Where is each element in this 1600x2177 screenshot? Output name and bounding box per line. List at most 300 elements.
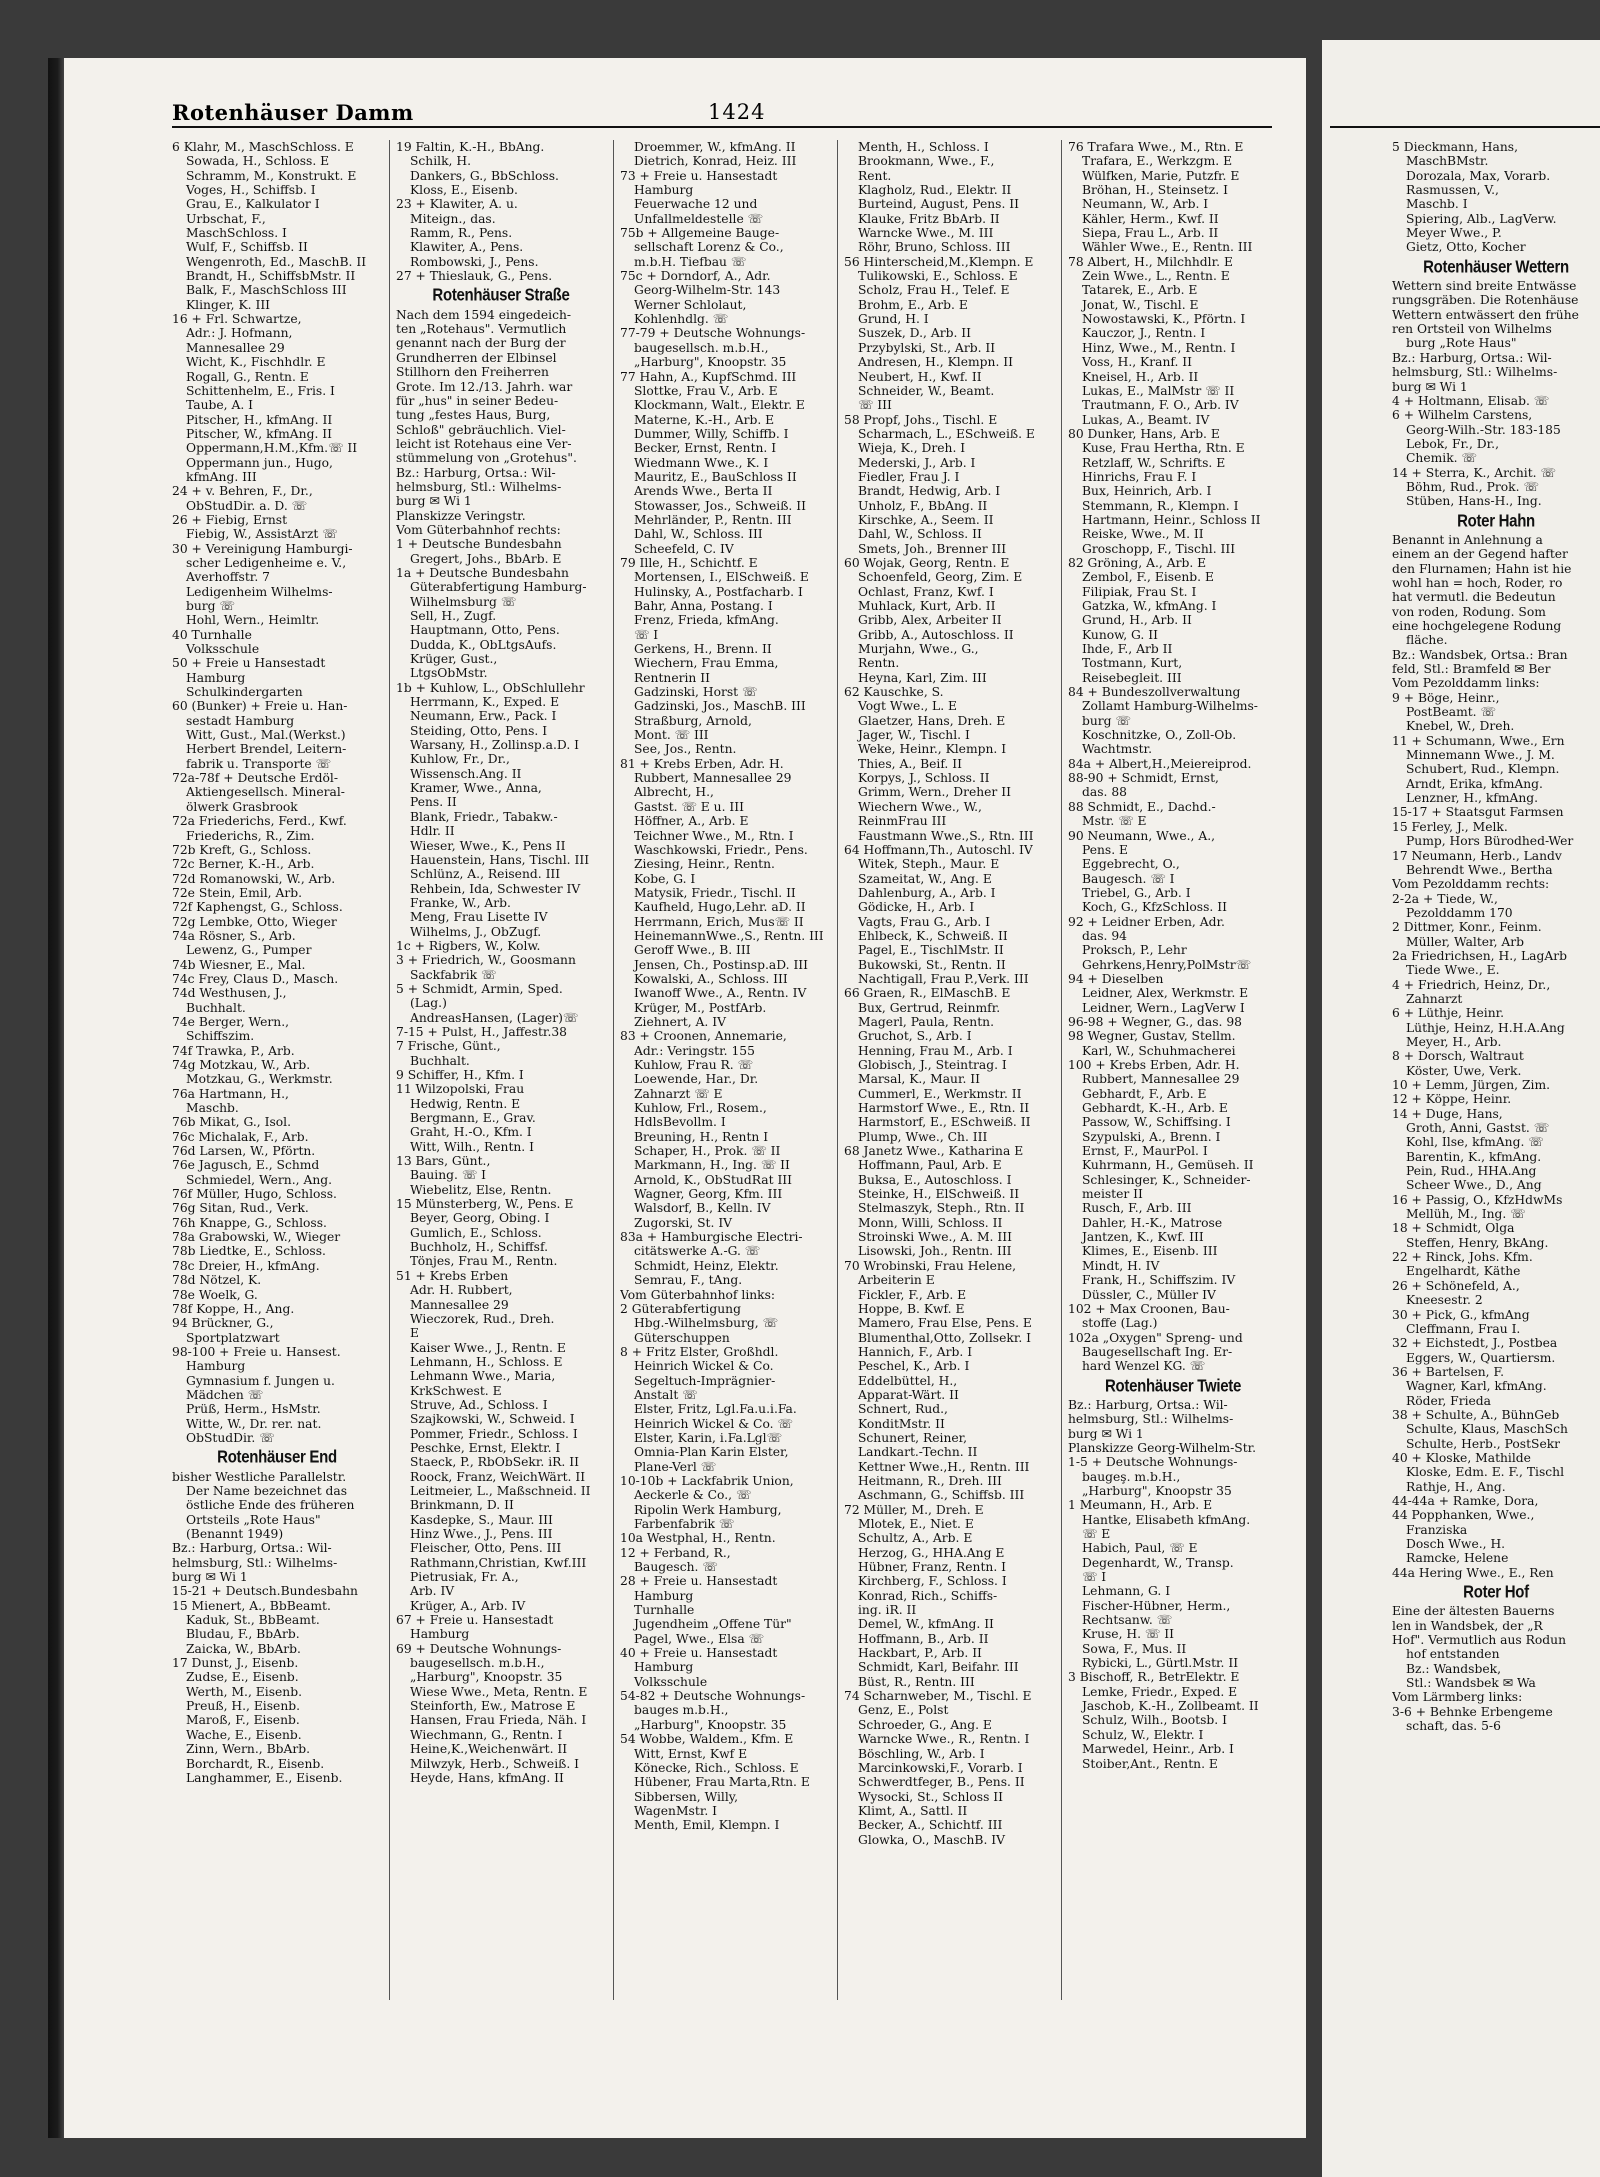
directory-entry: 58 Propf, Johs., Tischl. E xyxy=(844,412,998,427)
directory-entry: Krüger, M., PostfArb. xyxy=(634,1000,767,1015)
directory-entry: Nachtigall, Frau P.,Verk. III xyxy=(858,971,1029,986)
directory-entry: Elster, Karin, i.Fa.Lgl☏ xyxy=(634,1430,782,1445)
directory-entry: 6 + Wilhelm Carstens, xyxy=(1392,408,1533,423)
directory-entry: 74d Westhusen, J., xyxy=(172,986,287,1001)
directory-entry: Bröhan, H., Steinsetz. I xyxy=(1082,183,1228,198)
directory-entry: Bukowski, St., Rentn. II xyxy=(858,957,1006,972)
directory-entry: Pezolddamm 170 xyxy=(1406,905,1513,920)
directory-entry: Lukas, E., MalMstr ☏ II xyxy=(1082,383,1235,398)
directory-entry: Georg-Wilhelm-Str. 143 xyxy=(634,283,781,298)
directory-entry: 17 Dunst, J., Eisenb. xyxy=(172,1656,299,1671)
directory-entry: Meyer, H., Arb. xyxy=(1406,1034,1502,1049)
directory-entry: Kneesestr. 2 xyxy=(1406,1293,1483,1308)
directory-entry: 11 + Schumann, Wwe., Ern xyxy=(1392,733,1565,748)
directory-entry: Pagel, Wwe., Elsa ☏ xyxy=(634,1631,764,1646)
directory-entry: Stillhorn den Freiherren xyxy=(396,365,549,380)
directory-entry: m.b.H. Tiefbau ☏ xyxy=(634,254,747,269)
directory-entry: ölwerk Grasbrook xyxy=(186,799,298,814)
directory-entry: Bz.: Harburg, Ortsa.: Wil- xyxy=(1392,350,1552,365)
directory-entry: 1 + Deutsche Bundesbahn xyxy=(396,537,562,552)
directory-entry: Gebhardt, K.-H., Arb. E xyxy=(1082,1101,1228,1116)
directory-entry: Groth, Anni, Gastst. ☏ xyxy=(1406,1121,1550,1136)
directory-entry: Buchhalt. xyxy=(186,1000,246,1015)
directory-entry: Vom Güterbahnhof rechts: xyxy=(396,522,561,537)
directory-entry: Oppermann,H.M.,Kfm.☏ II xyxy=(186,441,358,456)
directory-entry: Zahnarzt xyxy=(1406,991,1463,1006)
directory-entry: Kruse, H. ☏ II xyxy=(1082,1627,1174,1642)
directory-entry: Lehmann, G. I xyxy=(1082,1584,1171,1599)
directory-entry: Wissensch.Ang. II xyxy=(410,766,522,781)
directory-entry: ObStudDir. ☏ xyxy=(186,1430,275,1445)
directory-entry: Kneisel, H., Arb. II xyxy=(1082,369,1199,384)
directory-entry: Kauczor, J., Rentn. I xyxy=(1082,326,1206,341)
directory-entry: Thies, A., Beif. II xyxy=(858,756,962,771)
directory-entry: Warncke Wwe., M. III xyxy=(858,226,994,241)
directory-entry: Kohl, Ilse, kfmAng. ☏ xyxy=(1406,1135,1544,1150)
directory-entry: 44a Hering Wwe., E., Ren xyxy=(1392,1565,1554,1580)
directory-entry: Pommer, Friedr., Schloss. I xyxy=(410,1426,578,1441)
directory-entry: Köster, Uwe, Verk. xyxy=(1406,1063,1522,1078)
directory-entry: burg ☏ xyxy=(186,599,235,613)
directory-entry: Rybicki, L., Gürtl.Mstr. II xyxy=(1082,1656,1239,1671)
directory-entry: Stelmaszyk, Steph., Rtn. II xyxy=(858,1201,1025,1216)
directory-entry: meister II xyxy=(1082,1187,1143,1202)
directory-entry: Röhr, Bruno, Schloss. III xyxy=(858,240,1011,255)
directory-entry: Buchhalt. xyxy=(410,1053,470,1068)
directory-entry: Hamburg xyxy=(186,670,246,685)
directory-entry: leicht ist Rotehaus eine Ver- xyxy=(396,436,572,451)
directory-entry: Rathje, H., Ang. xyxy=(1406,1479,1506,1494)
directory-entry: Brookmann, Wwe., F., xyxy=(858,154,995,169)
directory-entry: Graht, H.-O., Kfm. I xyxy=(410,1125,532,1140)
directory-entry: burg ✉ Wi 1 xyxy=(172,1570,248,1585)
directory-entry: Könecke, Rich., Schloss. E xyxy=(634,1760,799,1775)
directory-entry: Harmstorf, E., ESchweiß. II xyxy=(858,1115,1031,1130)
directory-entry: Wülfken, Marie, Putzfr. E xyxy=(1082,168,1240,183)
directory-entry: 16 + Frl. Schwartze, xyxy=(172,312,302,327)
directory-entry: sestadt Hamburg xyxy=(186,713,295,728)
directory-entry: Böschling, W., Arb. I xyxy=(858,1746,985,1761)
directory-entry: Pens. E xyxy=(1082,842,1129,857)
directory-entry: Milwzyk, Herb., Schweiß. I xyxy=(410,1756,580,1771)
directory-entry: Zollamt Hamburg-Wilhelms- xyxy=(1082,699,1258,714)
directory-entry: Dankers, G., BbSchloss. xyxy=(410,168,559,183)
directory-entry: Wieja, K., Dreh. I xyxy=(858,441,966,456)
directory-entry: „Harburg", Knoopstr. 35 xyxy=(410,1670,563,1685)
directory-entry: Ripolin Werk Hamburg, xyxy=(634,1502,782,1517)
directory-entry: Vom Güterbahnhof links: xyxy=(620,1287,776,1302)
directory-entry: Cleffmann, Frau I. xyxy=(1406,1321,1521,1336)
directory-entry: Schilk, H. xyxy=(410,154,471,169)
directory-entry: 78f Koppe, H., Ang. xyxy=(172,1301,295,1316)
directory-entry: Gebhardt, F., Arb. E xyxy=(1082,1086,1207,1101)
directory-entry: Heyde, Hans, kfmAng. II xyxy=(410,1770,564,1785)
directory-entry: Hbg.-Wilhelmsburg, ☏ xyxy=(634,1316,778,1331)
directory-entry: Klockmann, Walt., Elektr. E xyxy=(634,398,805,413)
directory-entry: Unfallmeldestelle ☏ xyxy=(634,211,764,226)
directory-entry: Muhlack, Kurt, Arb. II xyxy=(858,599,996,613)
directory-entry: Korpys, J., Schloss. II xyxy=(858,771,990,786)
directory-entry: Sowada, H., Schloss. E xyxy=(186,154,330,169)
directory-entry: Planskizze Georg-Wilhelm-Str. xyxy=(1068,1440,1257,1455)
directory-entry: Rentnerin II xyxy=(634,670,710,685)
directory-entry: Sell, H., Zugf. xyxy=(410,609,497,623)
directory-entry: Schulz, Wilh., Bootsb. I xyxy=(1082,1713,1227,1728)
directory-entry: Lewenz, G., Pumper xyxy=(186,943,312,958)
directory-entry: 64 Hoffmann,Th., Autoschl. IV xyxy=(844,842,1033,857)
directory-entry: Scholz, Frau H., Telef. E xyxy=(858,283,1010,298)
directory-entry: 60 (Bunker) + Freie u. Han- xyxy=(172,699,348,714)
directory-entry: Ramcke, Helene xyxy=(1406,1551,1509,1566)
directory-entry: Bergmann, E., Grav. xyxy=(410,1111,536,1126)
directory-entry: Apparat-Wärt. II xyxy=(858,1387,959,1402)
directory-entry: Behrendt Wwe., Bertha xyxy=(1406,862,1553,877)
directory-entry: MaschBMstr. xyxy=(1406,154,1489,169)
directory-entry: Barentin, K., kfmAng. xyxy=(1406,1149,1542,1164)
directory-entry: Planskizze Veringstr. xyxy=(396,508,526,523)
directory-entry: Kirschke, A., Seem. II xyxy=(858,512,994,527)
directory-entry: KonditMstr. II xyxy=(858,1416,945,1431)
directory-entry: Meng, Frau Lisette IV xyxy=(410,910,548,925)
directory-entry: 81 + Krebs Erben, Adr. H. xyxy=(620,756,784,771)
directory-entry: Adr.: J. Hofmann, xyxy=(186,326,293,341)
directory-entry: AndreasHansen, (Lager)☏ xyxy=(410,1010,579,1025)
directory-entry: Arbeiterin E xyxy=(858,1273,935,1288)
directory-entry: 75b + Allgemeine Bauge- xyxy=(620,226,780,241)
directory-entry: Hulinsky, A., Postfacharb. I xyxy=(634,584,803,599)
directory-entry: Habich, Paul, ☏ E xyxy=(1082,1541,1198,1556)
next-page-column xyxy=(1392,140,1600,1733)
directory-entry: Becker, A., Schichtf. III xyxy=(858,1818,1003,1833)
directory-entry: Murjahn, Wwe., G., xyxy=(858,642,979,657)
directory-entry: Rubbert, Mannesallee 29 xyxy=(634,771,792,786)
directory-entry: Steiding, Otto, Pens. I xyxy=(410,723,548,738)
directory-entry: Herrmann, K., Exped. E xyxy=(410,695,560,710)
directory-entry: Wicht, K., Fischhdlr. E xyxy=(186,355,326,370)
directory-entry: einem an der Gegend hafter xyxy=(1392,547,1568,562)
directory-entry: Güterabfertigung Hamburg- xyxy=(410,580,587,595)
directory-entry: 74b Wiesner, E., Mal. xyxy=(172,957,306,972)
directory-entry: Schiffszim. xyxy=(186,1029,255,1044)
directory-entry: Röder, Frieda xyxy=(1406,1393,1491,1408)
directory-entry: Scheefeld, C. IV xyxy=(634,541,734,556)
directory-entry: Gymnasium f. Jungen u. xyxy=(186,1373,335,1388)
directory-entry: 27 + Thieslauk, G., Pens. xyxy=(396,269,553,284)
directory-entry: Zinn, Wern., BbArb. xyxy=(186,1742,311,1757)
directory-entry: Mehrländer, P., Rentn. III xyxy=(634,512,792,527)
directory-entry: 2 Dittmer, Konr., Feinm. xyxy=(1392,920,1542,935)
directory-entry: 82 Gröning, A., Arb. E xyxy=(1068,555,1207,570)
directory-entry: 79 Ille, H., Schichtf. E xyxy=(620,555,758,570)
directory-entry: Wilhelms, J., ObZugf. xyxy=(410,924,542,939)
directory-entry: Szypulski, A., Brenn. I xyxy=(1082,1129,1221,1144)
directory-entry: Kaiser Wwe., J., Rentn. E xyxy=(410,1340,566,1355)
directory-entry: Bux, Gertrud, Reinmfr. xyxy=(858,1000,1001,1015)
directory-entry: PostBeamt. ☏ xyxy=(1406,705,1496,720)
directory-entry: Pein, Rud., HHA.Ang xyxy=(1406,1164,1537,1179)
directory-entry: Adr. H. Rubbert, xyxy=(410,1283,513,1298)
directory-entry: 10a Westphal, H., Rentn. xyxy=(620,1531,776,1546)
directory-entry: Przybylski, St., Arb. II xyxy=(858,340,996,355)
directory-entry: Wähler Wwe., E., Rentn. III xyxy=(1082,240,1253,255)
directory-entry: Jonat, W., Tischl. E xyxy=(1082,297,1199,312)
directory-entry: Gruchot, S., Arb. I xyxy=(858,1029,972,1044)
directory-entry: Arends Wwe., Berta II xyxy=(634,484,773,499)
directory-entry: Groschopp, F., Tischl. III xyxy=(1082,541,1236,556)
directory-entry: helmsburg, Stl.: Wilhelms- xyxy=(1392,365,1558,380)
directory-entry: Rathmann,Christian, Kwf.III xyxy=(410,1555,587,1570)
directory-entry: Andresen, H., Klempn. II xyxy=(858,355,1013,370)
directory-entry: 102a „Oxygen" Spreng- und xyxy=(1068,1330,1243,1345)
directory-entry: Düssler, C., Müller IV xyxy=(1082,1287,1216,1302)
directory-entry: 72b Kreft, G., Schloss. xyxy=(172,842,312,857)
directory-entry: Schmidt, Heinz, Elektr. xyxy=(634,1258,779,1273)
page-spine-shadow xyxy=(48,58,64,2138)
directory-entry: 78d Nötzel, K. xyxy=(172,1273,262,1288)
directory-entry: Friederichs, R., Zim. xyxy=(186,828,315,843)
directory-entry: Pietrusiak, Fr. A., xyxy=(410,1570,519,1585)
directory-entry: 72d Romanowski, W., Arb. xyxy=(172,871,336,886)
directory-entry: (Benannt 1949) xyxy=(186,1527,284,1541)
directory-entry: ing. iR. II xyxy=(858,1603,917,1618)
page-number: 1424 xyxy=(708,100,766,124)
directory-entry: Mellüh, M., Ing. ☏ xyxy=(1406,1207,1526,1222)
directory-entry: Marcinkowski,F., Vorarb. I xyxy=(858,1760,1023,1775)
directory-entry: burg ✉ Wi 1 xyxy=(1392,379,1468,394)
directory-entry: 13 Bars, Günt., xyxy=(396,1154,491,1169)
directory-entry: Lehmann Wwe., Maria, xyxy=(410,1369,556,1384)
directory-entry: Georg-Wilh.-Str. 183-185 xyxy=(1406,422,1561,437)
directory-entry: 78a Grabowski, W., Wieger xyxy=(172,1230,341,1245)
directory-entry: Wiedmann Wwe., K. I xyxy=(634,455,769,470)
column-divider xyxy=(613,140,614,2000)
directory-entry: Rehbein, Ida, Schwester IV xyxy=(410,881,581,896)
directory-entry: helmsburg, Stl.: Wilhelms- xyxy=(1068,1412,1234,1427)
directory-entry: Marsal, K., Maur. II xyxy=(858,1072,981,1087)
directory-entry: Krüger, A., Arb. IV xyxy=(410,1598,526,1613)
directory-entry: 102 + Max Croonen, Bau- xyxy=(1068,1301,1230,1316)
directory-entry: 72a-78f + Deutsche Erdöl- xyxy=(172,771,338,786)
directory-entry: Fiebig, W., AssistArzt ☏ xyxy=(186,527,338,542)
directory-entry: Voges, H., Schiffsb. I xyxy=(186,183,316,198)
directory-entry: Lebok, Fr., Dr., xyxy=(1406,436,1499,451)
directory-entry: Sackfabrik ☏ xyxy=(410,967,497,982)
directory-entry: 2 Güterabfertigung xyxy=(620,1301,741,1316)
directory-entry: Hof". Vermutlich aus Rodun xyxy=(1392,1633,1567,1648)
directory-entry: 60 Wojak, Georg, Rentn. E xyxy=(844,555,1010,570)
directory-entry: Dummer, Willy, Schiffb. I xyxy=(634,426,789,441)
directory-entry: ☏ I xyxy=(634,627,659,642)
directory-entry: 12 + Köppe, Heinr. xyxy=(1392,1092,1512,1107)
directory-entry: 3 + Friedrich, W., Goosmann xyxy=(396,953,576,968)
directory-entry: Albrecht, H., xyxy=(634,785,714,800)
directory-entry: Ziesing, Heinr., Rentn. xyxy=(634,857,775,872)
directory-entry: Wache, E., Eisenb. xyxy=(186,1727,302,1742)
directory-entry: Kohlenhdlg. ☏ xyxy=(634,312,729,327)
directory-entry: 68 Janetz Wwe., Katharina E xyxy=(844,1144,1024,1159)
directory-entry: Arb. IV xyxy=(410,1584,455,1599)
directory-entry: Brinkmann, D. II xyxy=(410,1498,514,1513)
directory-entry: Lüthje, Heinz, H.H.A.Ang xyxy=(1406,1020,1565,1035)
directory-entry: Rechtsanw. ☏ xyxy=(1082,1613,1173,1628)
directory-entry: Kuhlow, Frl., Rosem., xyxy=(634,1101,767,1116)
directory-entry: das. 88 xyxy=(1082,785,1127,800)
directory-entry: Jaschob, K.-H., Zollbeamt. II xyxy=(1082,1699,1259,1714)
directory-entry: Proksch, P., Lehr xyxy=(1082,943,1187,958)
directory-entry: KrkSchwest. E xyxy=(410,1383,502,1398)
directory-entry: Aktiengesellsch. Mineral- xyxy=(186,785,345,800)
directory-entry: Franziska xyxy=(1406,1522,1468,1537)
directory-entry: Geroff Wwe., B. III xyxy=(634,943,751,958)
directory-entry: Schroeder, G., Ang. E xyxy=(858,1717,992,1732)
directory-entry: feld, Stl.: Bramfeld ✉ Ber xyxy=(1392,662,1551,677)
directory-entry: HdlsBevollm. I xyxy=(634,1115,726,1130)
directory-entry: 18 + Schmidt, Olga xyxy=(1392,1221,1515,1236)
directory-entry: Iwanoff Wwe., A., Rentn. IV xyxy=(634,986,807,1001)
directory-entry: Hamburg xyxy=(634,1588,694,1603)
directory-entry: Harmstorf Wwe., E., Rtn. II xyxy=(858,1101,1030,1116)
directory-entry: Glowka, O., MaschB. IV xyxy=(858,1832,1006,1847)
directory-entry: Ortsteils „Rote Haus" xyxy=(186,1512,321,1527)
directory-entry: Dahler, H.-K., Matrose xyxy=(1082,1215,1223,1230)
directory-entry: bisher Westliche Parallelstr. xyxy=(172,1469,347,1484)
directory-entry: 76g Sitan, Rud., Verk. xyxy=(172,1201,309,1216)
directory-entry: Steffen, Henry, BkAng. xyxy=(1406,1235,1549,1250)
directory-entry: Retzlaff, W., Schrifts. E xyxy=(1082,455,1226,470)
directory-entry: WagenMstr. I xyxy=(634,1803,718,1818)
directory-entry: Plump, Wwe., Ch. III xyxy=(858,1129,988,1144)
directory-entry: ☏ E xyxy=(1082,1527,1111,1541)
directory-entry: Baugesellschaft Ing. Er- xyxy=(1082,1344,1233,1359)
directory-entry: Slottke, Frau V., Arb. E xyxy=(634,383,778,398)
directory-entry: Stl.: Wandsbek ✉ Wa xyxy=(1406,1676,1536,1691)
directory-entry: Schnert, Rud., xyxy=(858,1402,948,1417)
directory-entry: Meyer Wwe., P. xyxy=(1406,226,1502,241)
directory-entry: Vom Pezolddamm links: xyxy=(1392,676,1540,691)
directory-entry: Schubert, Rud., Klempn. xyxy=(1406,762,1560,777)
directory-entry: Baugesch. ☏ xyxy=(634,1560,718,1575)
directory-entry: Ledigenheim Wilhelms- xyxy=(186,584,333,599)
directory-entry: Kuhlow, Frau R. ☏ xyxy=(634,1058,753,1072)
directory-entry: 5 + Schmidt, Armin, Sped. xyxy=(396,981,563,996)
directory-entry: Vogt Wwe., L. E xyxy=(858,699,958,714)
directory-entry: 26 + Schönefeld, A., xyxy=(1392,1278,1520,1293)
directory-entry: Maroß, F., Eisenb. xyxy=(186,1713,300,1728)
directory-entry: Rent. xyxy=(858,168,892,183)
directory-entry: 80 Dunker, Hans, Arb. E xyxy=(1068,426,1220,441)
directory-entry: Waschkowski, Friedr., Pens. xyxy=(634,842,808,857)
directory-entry: Miteign., das. xyxy=(410,211,496,226)
directory-entry: 98-100 + Freie u. Hansest. xyxy=(172,1344,341,1359)
directory-entry: Heitmann, R., Dreh. III xyxy=(858,1473,1002,1488)
directory-entry: Hamburg xyxy=(634,1660,694,1675)
directory-entry: 7 Frische, Günt., xyxy=(396,1039,501,1054)
directory-entry: Heinrich Wickel & Co. ☏ xyxy=(634,1416,793,1431)
directory-entry: 15 Ferley, J., Melk. xyxy=(1392,819,1508,834)
directory-entry: Kloss, E., Eisenb. xyxy=(410,183,518,198)
directory-entry: Tulikowski, E., Schloss. E xyxy=(858,269,1018,284)
directory-entry: 72 Müller, M., Dreh. E xyxy=(844,1502,984,1517)
directory-entry: Mauritz, E., BauSchloss II xyxy=(634,469,797,484)
directory-entry: 74g Motzkau, W., Arb. xyxy=(172,1058,311,1072)
directory-entry: Pump, Hors Bürodhed-Wer xyxy=(1406,834,1574,849)
directory-entry: Stowasser, Jos., Schweiß. II xyxy=(634,498,806,513)
directory-entry: 44 Popphanken, Wwe., xyxy=(1392,1508,1535,1523)
directory-entry: Vagts, Frau G., Arb. I xyxy=(858,914,991,929)
directory-entry: Leitmeier, L., Maßschneid. II xyxy=(410,1483,591,1498)
directory-entry: 2-2a + Tiede, W., xyxy=(1392,891,1498,906)
directory-entry: LtgsObMstr. xyxy=(410,666,488,681)
street-heading: Rotenhäuser Straße xyxy=(432,286,570,306)
directory-entry: Jugendheim „Offene Tür" xyxy=(634,1617,792,1632)
directory-entry: 56 Hinterscheid,M.,Klempn. E xyxy=(844,254,1034,269)
directory-entry: Szajkowski, W., Schweid. I xyxy=(410,1412,575,1427)
directory-entry: Gerkens, H., Brenn. II xyxy=(634,642,772,657)
directory-entry: 4 + Holtmann, Elisab. ☏ xyxy=(1392,393,1550,408)
directory-entry: Landkart.-Techn. II xyxy=(858,1445,978,1460)
directory-entry: Henning, Frau M., Arb. I xyxy=(858,1043,1013,1058)
directory-entry: Schittenhelm, E., Fris. I xyxy=(186,383,335,398)
directory-entry: Bux, Heinrich, Arb. I xyxy=(1082,484,1212,499)
directory-entry: Semrau, F., tAng. xyxy=(634,1273,743,1288)
next-page-header-rule xyxy=(1330,100,1600,128)
directory-entry: 24 + v. Behren, F., Dr., xyxy=(172,484,313,499)
directory-entry: Wettern sind breite Entwässe xyxy=(1392,279,1577,294)
directory-entry: Monn, Willi, Schloss. II xyxy=(858,1215,1003,1230)
directory-entry: Gadzinski, Horst ☏ xyxy=(634,685,758,700)
directory-entry: Sowa, F., Mus. II xyxy=(1082,1641,1187,1656)
directory-entry: Wieser, Wwe., K., Pens II xyxy=(410,838,566,853)
directory-entry: Witek, Steph., Maur. E xyxy=(858,857,1000,872)
directory-entry: Krüger, Gust., xyxy=(410,652,498,667)
directory-entry: Bz.: Harburg, Ortsa.: Wil- xyxy=(1068,1397,1228,1412)
directory-entry: Menth, H., Schloss. I xyxy=(858,140,989,154)
directory-entry: Wulf, F., Schiffsb. II xyxy=(186,240,308,255)
directory-entry: 1b + Kuhlow, L., ObSchlullehr xyxy=(396,680,585,695)
directory-entry: 76b Mikat, G., Isol. xyxy=(172,1115,292,1130)
directory-entry: Triebel, G., Arb. I xyxy=(1082,885,1191,900)
directory-entry: Ziehnert, A. IV xyxy=(634,1014,726,1029)
directory-entry: Klagholz, Rud., Elektr. II xyxy=(858,183,1012,198)
directory-entry: 32 + Eichstedt, J., Postbea xyxy=(1392,1336,1558,1351)
directory-entry: 30 + Pick, G., kfmAng xyxy=(1392,1307,1530,1322)
directory-entry: Hamburg xyxy=(186,1359,246,1374)
directory-entry: Hansen, Frau Frieda, Näh. I xyxy=(410,1713,587,1728)
directory-entry: 78 Albert, H., Milchhdlr. E xyxy=(1068,254,1233,269)
directory-entry: Kaduk, St., BbBeamt. xyxy=(186,1613,320,1628)
directory-entry: Kasdepke, S., Maur. III xyxy=(410,1512,553,1527)
directory-entry: Kirchberg, F., Schloss. I xyxy=(858,1574,1007,1589)
directory-entry: Zahnarzt ☏ E xyxy=(634,1086,723,1101)
directory-entry: HeinemannWwe.,S., Rentn. III xyxy=(634,928,824,943)
directory-entry: Kramer, Wwe., Anna, xyxy=(410,781,542,796)
street-heading: Roter Hahn xyxy=(1457,511,1535,531)
directory-entry: Hinz Wwe., J., Pens. III xyxy=(410,1527,553,1541)
directory-entry: 3-6 + Behnke Erbengeme xyxy=(1392,1704,1553,1719)
directory-entry: 76d Larsen, W., Pförtn. xyxy=(172,1144,316,1159)
directory-entry: Dahl, W., Schloss. III xyxy=(634,527,763,542)
directory-entry: Steinke, H., ElSchweiß. II xyxy=(858,1187,1020,1202)
directory-entry: Kuhrmann, H., Gemüseh. II xyxy=(1082,1158,1254,1173)
directory-entry: Güterschuppen xyxy=(634,1330,730,1345)
directory-entry: Fiedler, Frau J. I xyxy=(858,469,960,484)
directory-entry: von roden, Rodung. Som xyxy=(1392,604,1546,619)
directory-entry: 26 + Fiebig, Ernst xyxy=(172,512,288,527)
directory-entry: bauges m.b.H., xyxy=(634,1703,729,1718)
directory-entry: Lenzner, H., kfmAng. xyxy=(1406,791,1539,806)
directory-entry: 11 Wilzopolski, Frau xyxy=(396,1082,525,1097)
directory-entry: Neubert, H., Kwf. II xyxy=(858,369,982,384)
